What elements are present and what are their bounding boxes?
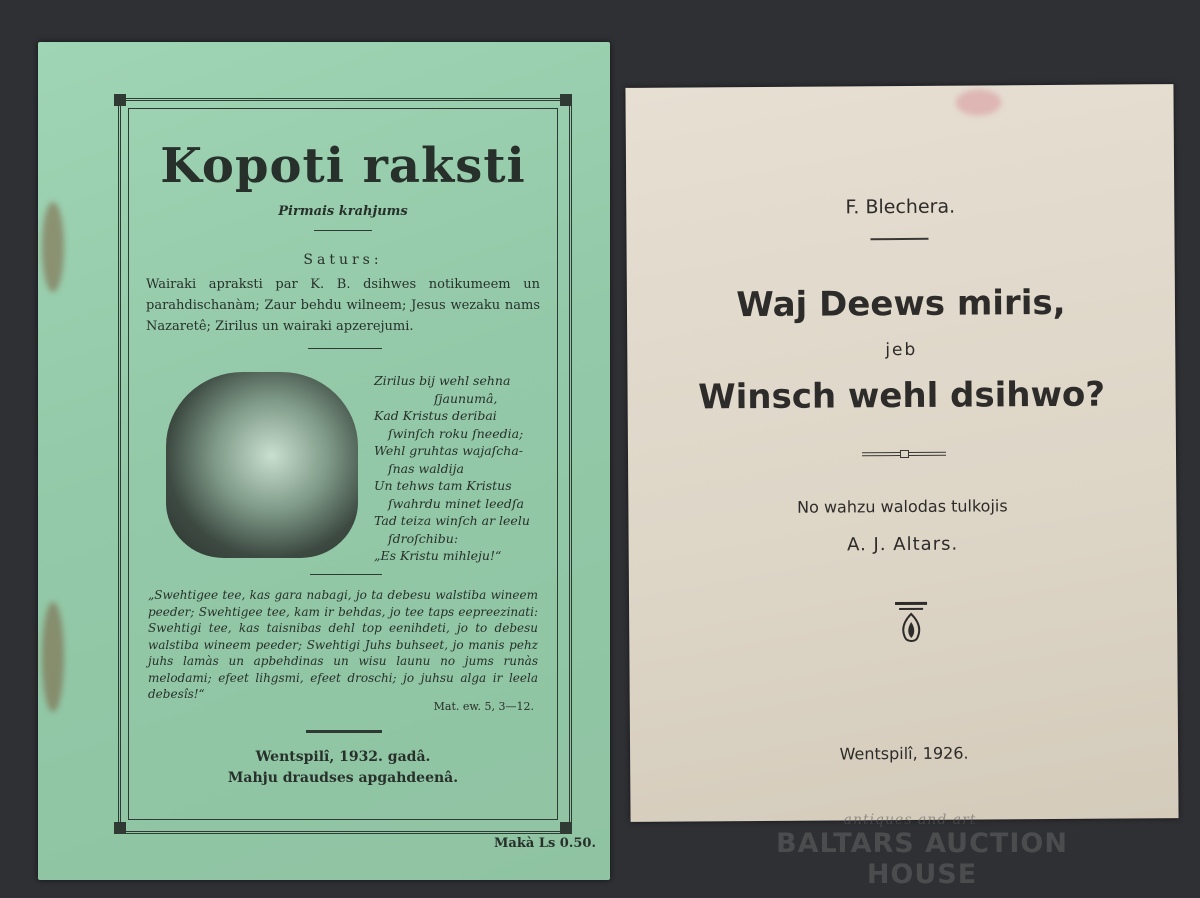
scripture-quote: „Swehtigee tee, kas gara nabagi, jo ta debesu walstiba wineem peeder; Swehtigee tee, kam ir behdas, jo tee taps eepreezinati: Swehtigi tee, kas taisnibas dehl top eenihdeti, jo to debesu walstiba wineem peeder; Swehtigi Juhs buhseet, jo manis pehz juhs lamàs un apbehdinas un wisu launu no jums runàs melodami; efeet lihgsmi, efeet droschi; jo juhsu alga ir leela debesîs!“ — [148, 588, 538, 701]
divider — [308, 348, 382, 349]
scripture-reference: Mat. ew. 5, 3—12. — [433, 700, 534, 713]
watermark-brand: BALTARS AUCTION HOUSE — [776, 828, 1068, 890]
title-connector: jeb — [885, 339, 918, 361]
ornament-rule — [908, 452, 946, 453]
publication-place-year: Wentspilî, 1926. — [839, 743, 969, 764]
poem-line: Zirilus bij wehl sehna — [374, 373, 511, 388]
ornament-diamond — [900, 450, 909, 458]
flame-lamp-icon — [893, 600, 929, 644]
poem-line: Tad teiza winſch ar leelu — [374, 513, 530, 528]
title-line-1: Waj Deews miris, — [736, 282, 1066, 326]
divider — [314, 230, 372, 231]
divider — [870, 238, 928, 240]
book-subtitle: Pirmais krahjums — [278, 204, 408, 219]
poem-line: ſjaunumâ, — [434, 390, 498, 406]
stain-mark — [42, 602, 64, 712]
poem-line: Wehl gruhtas wajaſcha- — [374, 443, 524, 458]
publisher: Mahju draudses apgahdeenâ. — [227, 770, 459, 786]
contents-heading: Saturs: — [303, 252, 383, 268]
frame-corner — [560, 94, 572, 106]
stain-mark — [955, 89, 1001, 115]
author-name: F. Blechera. — [845, 195, 956, 219]
contents-text: Wairaki apraksti par K. B. dsihwes notikumeem un parahdischanàm; Zaur behdu wilneem; Jesus wezaku nams Nazaretê; Zirilus un wairaki apzerejumi. — [146, 277, 540, 334]
translator-label: No wahzu walodas tulkojis — [797, 496, 1008, 517]
poem-line: „Es Kristu mihleju!“ — [374, 548, 502, 563]
poem — [374, 372, 550, 565]
poem-line: ſwinſch roku ſneedia; — [388, 425, 524, 441]
stain-mark — [42, 202, 64, 292]
frame-corner — [114, 822, 126, 834]
ornament-rule — [862, 452, 900, 453]
poem-line: Un tehws tam Kristus — [374, 478, 512, 493]
watermark-tagline: antiques and art — [843, 812, 977, 828]
divider — [306, 730, 382, 733]
translator-name: A. J. Altars. — [847, 533, 959, 556]
poem-line: ſwahrdu minet leedſa — [388, 495, 524, 511]
engraving-illustration — [166, 372, 358, 558]
beige-booklet — [625, 84, 1178, 822]
poem-line: ſnas waldija — [388, 460, 464, 476]
book-title: Kopoti raksti — [160, 138, 526, 194]
price-label: Makà Ls 0.50. — [494, 836, 596, 851]
title-line-2: Winsch wehl dsihwo? — [698, 374, 1106, 418]
frame-corner — [560, 822, 572, 834]
publication-place-year: Wentspilî, 1932. gadâ. — [255, 749, 431, 765]
poem-line: ſdroſchibu: — [388, 530, 459, 546]
poem-line: Kad Kristus deribai — [374, 408, 497, 423]
green-booklet — [38, 42, 610, 880]
divider — [310, 574, 382, 575]
frame-corner — [114, 94, 126, 106]
